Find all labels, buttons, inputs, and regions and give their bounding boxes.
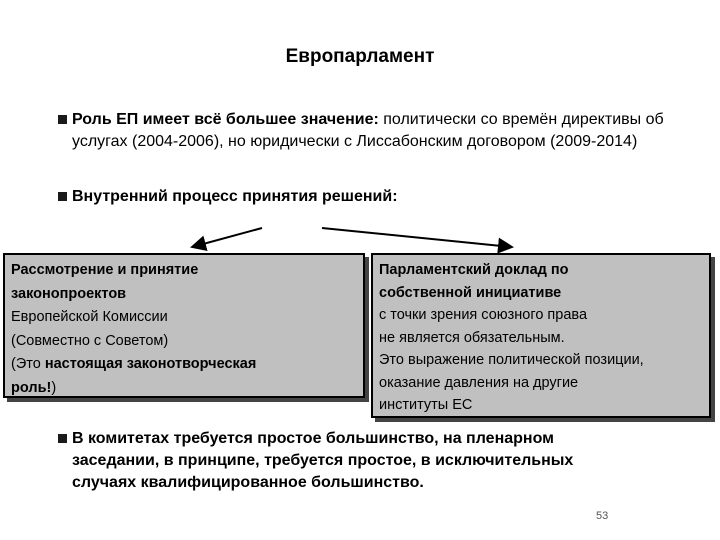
left-box bbox=[3, 253, 365, 398]
box-line: Это выражение политической позиции, bbox=[379, 352, 644, 368]
box-text: ) bbox=[51, 379, 57, 396]
arrow-left bbox=[192, 228, 262, 247]
box-line: не является обязательным. bbox=[379, 329, 565, 346]
box-bold: настоящая законотворческая bbox=[44, 356, 257, 372]
box-line: с точки зрения союзного права bbox=[379, 307, 588, 323]
box-line: оказание давления на другие bbox=[379, 374, 579, 391]
box-line: Парламентский доклад по bbox=[379, 262, 569, 278]
box-line: законопроектов bbox=[11, 285, 127, 302]
box-bold: роль! bbox=[11, 379, 52, 396]
bullet-bold: Роль ЕП имеет всё большее значение: bbox=[72, 111, 379, 128]
slide-title: Европарламент bbox=[285, 46, 435, 67]
bullet-square-icon bbox=[58, 434, 67, 443]
box-line: Рассмотрение и принятие bbox=[11, 262, 199, 278]
arrow-right bbox=[322, 228, 512, 247]
box-text: (Это bbox=[11, 356, 45, 372]
box-line: институты ЕС bbox=[379, 397, 473, 413]
box-line: Европейской Комиссии bbox=[11, 309, 168, 325]
bullet-majority bbox=[58, 428, 632, 494]
bullet-bold: В комитетах требуется простое большинство, на пленарном заседании, в принципе, требуется простое, в исключительных случаях квалифицированное большинство. bbox=[72, 430, 574, 491]
page-number: 53 bbox=[596, 510, 609, 522]
right-box bbox=[371, 253, 711, 418]
bullet-bold: Внутренний процесс принятия решений: bbox=[72, 188, 398, 205]
bullet-text: политически со времён директивы об услугах (2004-2006), но юридически с Лиссабонским договором (2009-2014) bbox=[72, 111, 664, 150]
box-line: (Совместно с Советом) bbox=[11, 332, 169, 349]
box-line: собственной инициативе bbox=[379, 284, 562, 301]
